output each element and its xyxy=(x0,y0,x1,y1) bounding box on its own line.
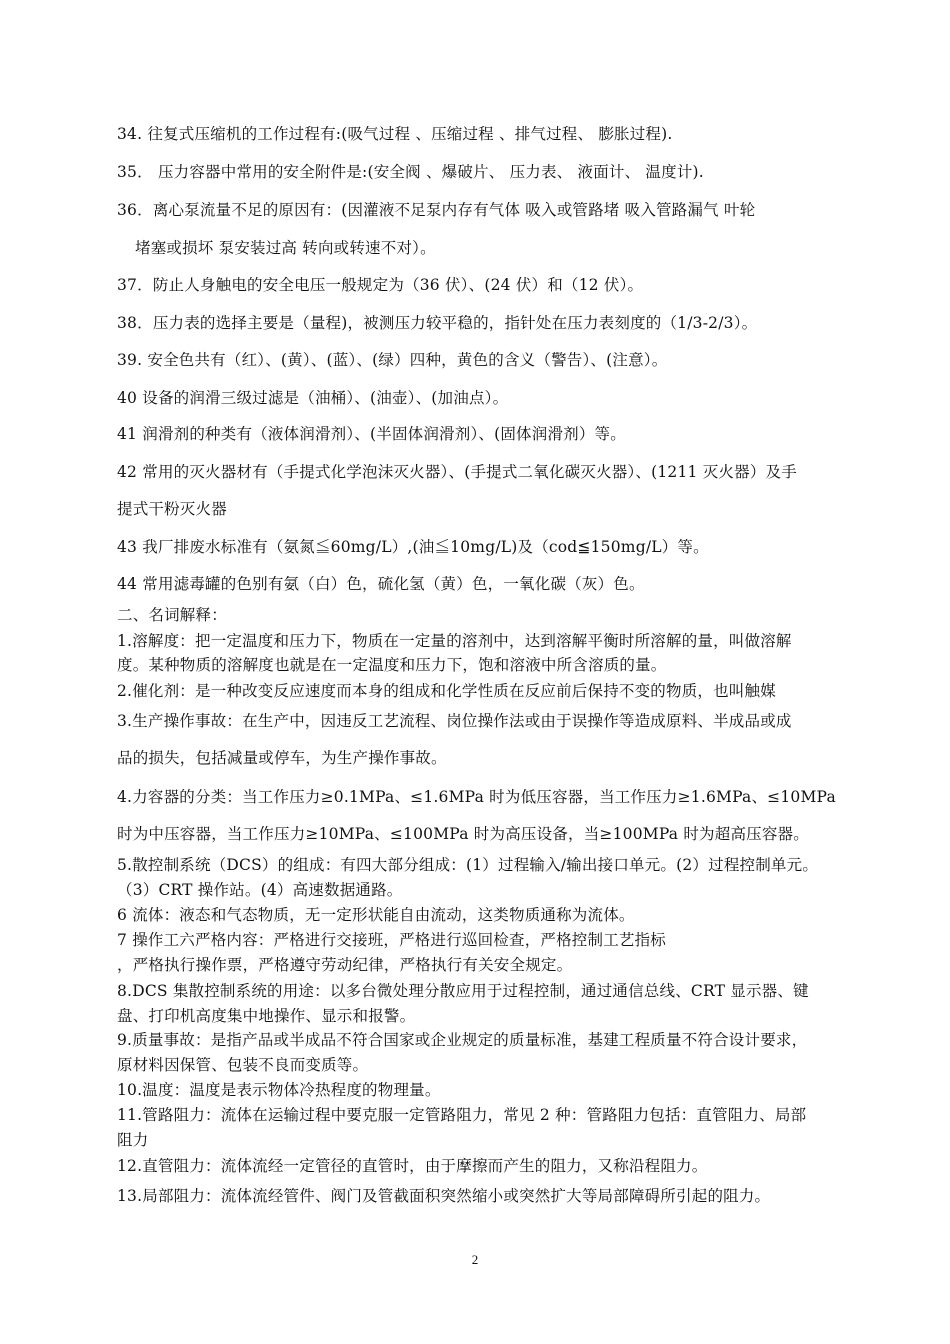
text-line: 38．压力表的选择主要是（量程)，被测压力较平稳的，指针处在压力表刻度的（1/3-2/3）。 xyxy=(117,314,758,332)
text-line: 2.催化剂：是一种改变反应速度而本身的组成和化学性质在反应前后保持不变的物质，也叫触媒 xyxy=(117,682,776,700)
text-line: 9.质量事故：是指产品或半成品不符合国家或企业规定的质量标准，基建工程质量不符合设计要求， xyxy=(117,1031,808,1049)
text-line: 盘、打印机高度集中地操作、显示和报警。 xyxy=(117,1007,416,1025)
text-line: 品的损失，包括减量或停车，为生产操作事故。 xyxy=(117,749,447,767)
text-line: 6 流体：液态和气态物质，无一定形状能自由流动，这类物质通称为流体。 xyxy=(117,906,635,924)
text-line: 43 我厂排废水标准有（氨氮≦60mg/L）,(油≦10mg/L)及（cod≦150mg/L）等。 xyxy=(117,538,709,556)
text-line: 39. 安全色共有（红）、(黄）、(蓝）、(绿）四种，黄色的含义（警告）、(注意）。 xyxy=(117,351,668,369)
text-line: 13.局部阻力：流体流经管件、阀门及管截面积突然缩小或突然扩大等局部障碍所引起的阻力。 xyxy=(117,1187,771,1205)
text-line: 堵塞或损坏 泵安装过高 转向或转速不对）。 xyxy=(135,239,436,257)
text-line: 41 润滑剂的种类有（液体润滑剂）、(半固体润滑剂）、(固体润滑剂）等。 xyxy=(117,425,626,443)
text-line: 阻力 xyxy=(117,1131,149,1149)
section-heading: 二、名词解释： xyxy=(117,606,227,624)
text-line: 11.管路阻力：流体在运输过程中要克服一定管路阻力，常见 2 种：管路阻力包括：直管阻力、局部 xyxy=(117,1106,807,1124)
text-line: 5.散控制系统（DCS）的组成：有四大部分组成：(1）过程输入/输出接口单元。(2）过程控制单元。 xyxy=(117,856,819,874)
text-line: 10.温度：温度是表示物体冷热程度的物理量。 xyxy=(117,1081,441,1099)
text-line: 40 设备的润滑三级过滤是（油桶）、(油壶）、(加油点）。 xyxy=(117,389,509,407)
text-line: 12.直管阻力：流体流经一定管径的直管时，由于摩擦而产生的阻力，又称沿程阻力。 xyxy=(117,1157,708,1175)
text-line: （3）CRT 操作站。(4）高速数据通路。 xyxy=(117,881,403,899)
text-line: 8.DCS 集散控制系统的用途：以多台微处理分散应用于过程控制，通过通信总线、CRT 显示器、键 xyxy=(117,982,809,1000)
text-line: 37．防止人身触电的安全电压一般规定为（36 伏）、(24 伏）和（12 伏）。 xyxy=(117,276,644,294)
text-line: 35． 压力容器中常用的安全附件是:(安全阀 、爆破片、 压力表、 液面计、 温度计). xyxy=(117,163,704,181)
text-line: ，严格执行操作票，严格遵守劳动纪律，严格执行有关安全规定。 xyxy=(117,956,573,974)
text-line: 42 常用的灭火器材有（手提式化学泡沫灭火器）、(手提式二氧化碳灭火器）、(1211 灭火器）及手 xyxy=(117,463,797,481)
text-line: 44 常用滤毒罐的色别有氨（白）色，硫化氢（黄）色，一氧化碳（灰）色。 xyxy=(117,575,645,593)
text-line: 36．离心泵流量不足的原因有：(因灌液不足泵内存有气体 吸入或管路堵 吸入管路漏气 叶轮 xyxy=(117,201,756,219)
text-line: 度。某种物质的溶解度也就是在一定温度和压力下，饱和溶液中所含溶质的量。 xyxy=(117,656,667,674)
page-number: 2 xyxy=(471,1252,479,1267)
text-line: 3.生产操作事故：在生产中，因违反工艺流程、岗位操作法或由于误操作等造成原料、半成品或成 xyxy=(117,712,792,730)
text-line: 1.溶解度：把一定温度和压力下，物质在一定量的溶剂中，达到溶解平衡时所溶解的量，叫做溶解 xyxy=(117,632,792,650)
text-line: 时为中压容器，当工作压力≥10MPa、≤100MPa 时为高压设备，当≥100MPa 时为超高压容器。 xyxy=(117,825,809,843)
text-line: 4.力容器的分类：当工作压力≥0.1MPa、≤1.6MPa 时为低压容器，当工作压力≥1.6MPa、≤10MPa xyxy=(117,788,836,806)
text-line: 34. 往复式压缩机的工作过程有:(吸气过程 、压缩过程 、排气过程、 膨胀过程). xyxy=(117,125,673,143)
text-line: 原材料因保管、包装不良而变质等。 xyxy=(117,1056,369,1074)
text-line: 提式干粉灭火器 xyxy=(117,500,227,518)
text-line: 7 操作工六严格内容：严格进行交接班，严格进行巡回检查，严格控制工艺指标 xyxy=(117,931,666,949)
